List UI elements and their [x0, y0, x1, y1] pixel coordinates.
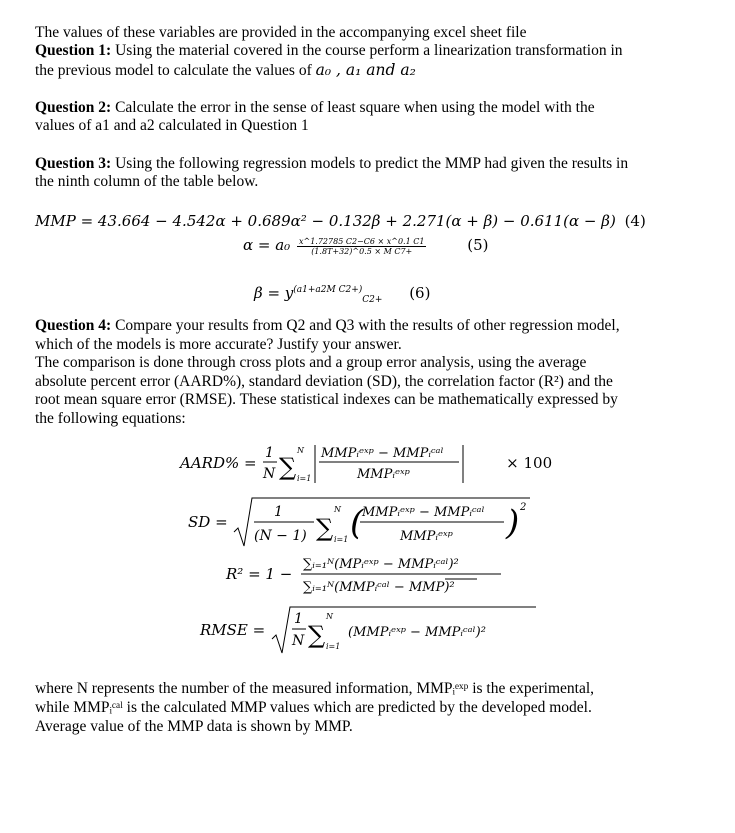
equation-6-exponent: (a1+a2M C2+): [293, 285, 363, 295]
question-2-line-1: [35, 99, 595, 117]
equation-4-body: MMP = 43.664 − 4.542α + 0.689α² − 0.132β + 2.271(α + β) − 0.611(α − β): [35, 212, 616, 230]
rmse-lhs: RMSE =: [200, 621, 266, 639]
r2-lhs: R² = 1 −: [226, 565, 293, 583]
question-2-line-2: values of a1 and a2 calculated in Question 1: [35, 117, 309, 134]
svg-text:(: (: [350, 503, 364, 543]
equation-5-denominator: (1.8T+32)^0.5 × M C7+: [311, 246, 413, 256]
equation-aard: [180, 441, 552, 485]
question-4-line-5: root mean square error (RMSE). These statistical indexes can be mathematically expressed by: [35, 391, 618, 408]
equation-5: [243, 236, 488, 256]
svg-text:N: N: [292, 633, 305, 649]
svg-text:N: N: [334, 505, 342, 514]
svg-text:): ): [506, 503, 520, 543]
svg-text:∑: ∑: [279, 453, 297, 481]
question-1-text-1: Using the material covered in the course perform a linearization transformation in: [111, 42, 623, 59]
svg-text:N: N: [297, 446, 305, 455]
question-4-label: Question 4:: [35, 317, 112, 334]
sd-formula-graphic: [232, 496, 532, 548]
question-4-line-2: which of the models is more accurate? Justify your answer.: [35, 336, 402, 353]
equation-6-subscript: C2+: [362, 295, 383, 305]
equation-6-number: (6): [409, 284, 431, 302]
equation-5-lhs: α = a₀: [243, 236, 291, 254]
question-3-text-1: Using the following regression models to predict the MMP had given the results in: [111, 155, 629, 172]
question-4-line-1: [35, 317, 620, 335]
svg-text:i=1: i=1: [326, 642, 341, 651]
svg-text:1: 1: [265, 445, 275, 461]
equation-5-number: (5): [467, 236, 489, 254]
question-1-label: Question 1:: [35, 42, 112, 59]
question-4-line-4: absolute percent error (AARD%), standard deviation (SD), the correlation factor (R²) and the: [35, 373, 613, 390]
sd-lhs: SD =: [188, 513, 228, 531]
question-3-label: Question 3:: [35, 155, 112, 172]
svg-text:∑ᵢ₌₁ᴺ(MMPᵢᶜᵃˡ − MMP)²: ∑ᵢ₌₁ᴺ(MMPᵢᶜᵃˡ − MMP)²: [303, 580, 455, 595]
svg-text:∑ᵢ₌₁ᴺ(MPᵢᵉˣᵖ − MMPᵢᶜᵃˡ)²: ∑ᵢ₌₁ᴺ(MPᵢᵉˣᵖ − MMPᵢᶜᵃˡ)²: [303, 557, 459, 572]
footer-line-2: while MMPᵢᶜᵃˡ is the calculated MMP values which are predicted by the developed model.: [35, 699, 592, 716]
aard-lhs: AARD% =: [180, 454, 257, 472]
intro-text: The values of these variables are provided in the accompanying excel sheet file: [35, 24, 527, 41]
svg-text:MMPᵢᵉˣᵖ − MMPᵢᶜᵃˡ: MMPᵢᵉˣᵖ − MMPᵢᶜᵃˡ: [362, 505, 486, 520]
svg-text:1: 1: [294, 611, 303, 627]
equation-6: [254, 284, 431, 305]
equation-sd: [188, 496, 532, 548]
equation-r2: [226, 551, 507, 597]
r2-formula-graphic: [297, 551, 507, 597]
equation-5-fraction: [297, 237, 426, 256]
aard-times-100: × 100: [506, 454, 553, 472]
svg-text:MMPᵢᵉˣᵖ − MMPᵢᶜᵃˡ: MMPᵢᵉˣᵖ − MMPᵢᶜᵃˡ: [321, 446, 444, 461]
equation-5-numerator: x^1.72785 C2−C6 × x^0.1 C1: [298, 236, 425, 246]
question-1-variables: a₀ , a₁ and a₂: [315, 61, 416, 79]
footer-line-3: Average value of the MMP data is shown by MMP.: [35, 718, 353, 735]
question-2-label: Question 2:: [35, 99, 112, 116]
question-4-text-1: Compare your results from Q2 and Q3 with the results of other regression model,: [111, 317, 620, 334]
question-3-line-1: [35, 155, 628, 173]
svg-text:i=1: i=1: [334, 535, 349, 544]
equation-6-lhs: β = y: [254, 284, 294, 302]
aard-formula-graphic: [261, 441, 501, 485]
svg-text:∑: ∑: [308, 621, 326, 649]
equation-4-number: (4): [624, 212, 646, 230]
footer-line-1: where N represents the number of the measured information, MMPᵢᵉˣᵖ is the experimental,: [35, 680, 595, 697]
question-1-text-2: the previous model to calculate the values of: [35, 62, 316, 79]
svg-text:MMPᵢᵉˣᵖ: MMPᵢᵉˣᵖ: [357, 467, 411, 482]
rmse-formula-graphic: [270, 605, 540, 655]
svg-text:∑: ∑: [316, 514, 334, 542]
equation-4: [35, 212, 646, 230]
svg-text:N: N: [263, 466, 276, 482]
svg-text:1: 1: [274, 504, 284, 520]
svg-text:N: N: [326, 612, 333, 621]
svg-text:2: 2: [520, 502, 527, 513]
question-1-line-2: [35, 61, 416, 80]
svg-text:(MMPᵢᵉˣᵖ − MMPᵢᶜᵃˡ)²: (MMPᵢᵉˣᵖ − MMPᵢᶜᵃˡ)²: [348, 625, 486, 640]
question-4-line-6: the following equations:: [35, 410, 186, 427]
svg-text:MMPᵢᵉˣᵖ: MMPᵢᵉˣᵖ: [400, 529, 454, 544]
question-3-line-2: the ninth column of the table below.: [35, 173, 259, 190]
svg-text:i=1: i=1: [297, 474, 312, 483]
svg-text:(N − 1): (N − 1): [254, 528, 308, 544]
question-4-line-3: The comparison is done through cross plots and a group error analysis, using the average: [35, 354, 587, 371]
question-2-text-1: Calculate the error in the sense of least square when using the model with the: [111, 99, 595, 116]
equation-rmse: [200, 605, 540, 655]
question-1-line-1: [35, 42, 623, 60]
